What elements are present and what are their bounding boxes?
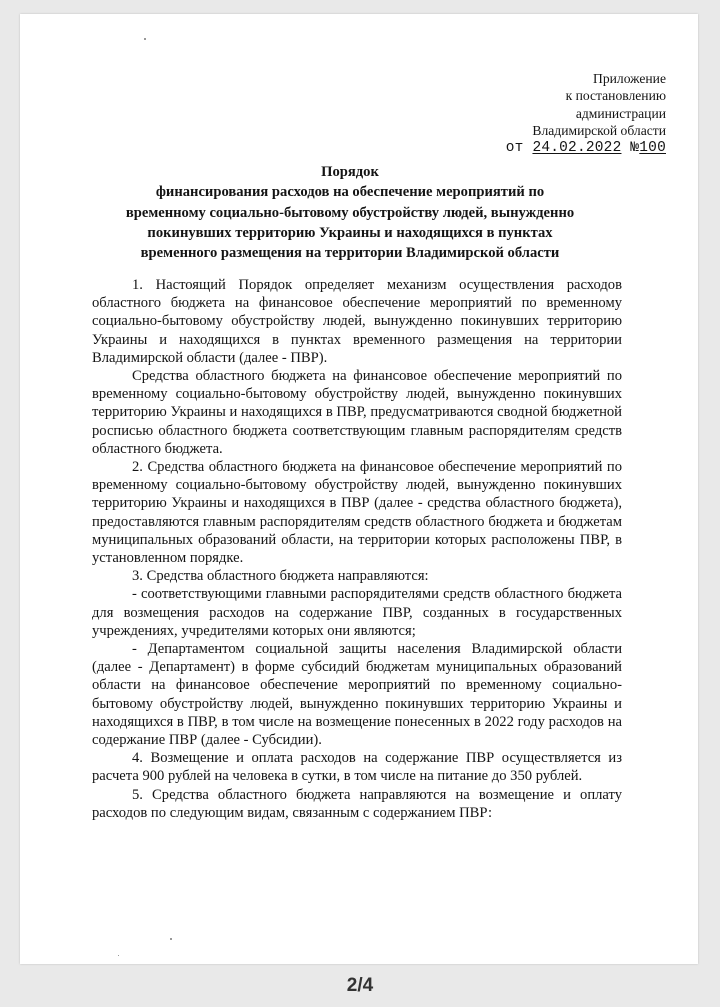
approval-stamp bbox=[506, 70, 666, 157]
approval-number: 100 bbox=[639, 140, 666, 157]
approval-line: к постановлению bbox=[565, 88, 666, 104]
title-line: финансирования расходов на обеспечение мероприятий по bbox=[155, 184, 545, 201]
approval-line: Приложение bbox=[593, 71, 666, 86]
paragraph-2: 2. Средства областного бюджета на финансовое обеспечение мероприятий по временному социально-бытовому обустройству людей, вынужденно покинувших территорию Украины и находящихся в ПВР (далее - средства областного бюджета), предоставляются главным распорядителям средств областного бюджета и бюджетам муниципальных образований области, на территории которых расположены ПВР, в установленном порядке. bbox=[92, 459, 622, 567]
page-footer bbox=[0, 964, 720, 1007]
title-line: временному социально-бытовому обустройству людей, вынужденно bbox=[125, 204, 575, 221]
number-prefix: № bbox=[630, 140, 640, 157]
scan-speck bbox=[170, 938, 172, 940]
approval-line: администрации bbox=[575, 105, 666, 121]
title-line: покинувших территорию Украины и находящихся в пунктах bbox=[147, 224, 553, 241]
paragraph-5: 5. Средства областного бюджета направляются на возмещение и оплату расходов по следующим видам, связанным с содержанием ПВР: bbox=[92, 786, 622, 821]
title-line: временного размещения на территории Владимирской области bbox=[140, 245, 560, 262]
paragraph-3: 3. Средства областного бюджета направляются: bbox=[132, 568, 429, 585]
paragraph-1: 1. Настоящий Порядок определяет механизм осуществления расходов областного бюджета на финансовое обеспечение мероприятий по временному социально-бытовому обустройству людей, вынужденно покинувших территорию Украины и находящихся в пунктах временного размещения на территории Владимирской области (далее - ПВР). bbox=[92, 277, 622, 366]
scan-speck bbox=[144, 38, 146, 40]
paragraph-funds: Средства областного бюджета на финансовое обеспечение мероприятий по временному социально-бытовому обустройству людей, вынужденно покинувших территорию Украины и находящихся в ПВР, предусматриваются сводной бюджетной росписью областного бюджета соответствующим главным распорядителям средств областного бюджета. bbox=[92, 368, 622, 457]
scan-speck bbox=[118, 955, 119, 956]
paragraph-3-item-1: - соответствующими главными распорядителями средств областного бюджета для возмещения расходов на содержание ПВР, созданных в государственных учреждениях, учредителями которых они являются; bbox=[92, 586, 622, 639]
document-title bbox=[80, 162, 620, 263]
date-prefix: от bbox=[505, 140, 524, 157]
approval-line: Владимирской области bbox=[532, 122, 666, 138]
approval-date: 24.02.2022 bbox=[532, 140, 622, 157]
page-indicator: 2/4 bbox=[346, 974, 374, 996]
paragraph-3-item-2: - Департаментом социальной защиты населения Владимирской области (далее - Департамент) в форме субсидий бюджетам муниципальных образований области на финансовое обеспечение мероприятий по временному социально-бытовому обустройству людей, вынужденно покинувших территорию Украины и находящихся в ПВР, в том числе на возмещение понесенных в 2022 году расходов на содержание ПВР (далее - Субсидии). bbox=[92, 641, 622, 749]
approval-date-line bbox=[506, 140, 666, 157]
document-body bbox=[92, 276, 622, 822]
paragraph-4: 4. Возмещение и оплата расходов на содержание ПВР осуществляется из расчета 900 рублей на человека в сутки, в том числе на питание до 350 рублей. bbox=[92, 750, 622, 785]
title-line: Порядок bbox=[321, 164, 379, 180]
